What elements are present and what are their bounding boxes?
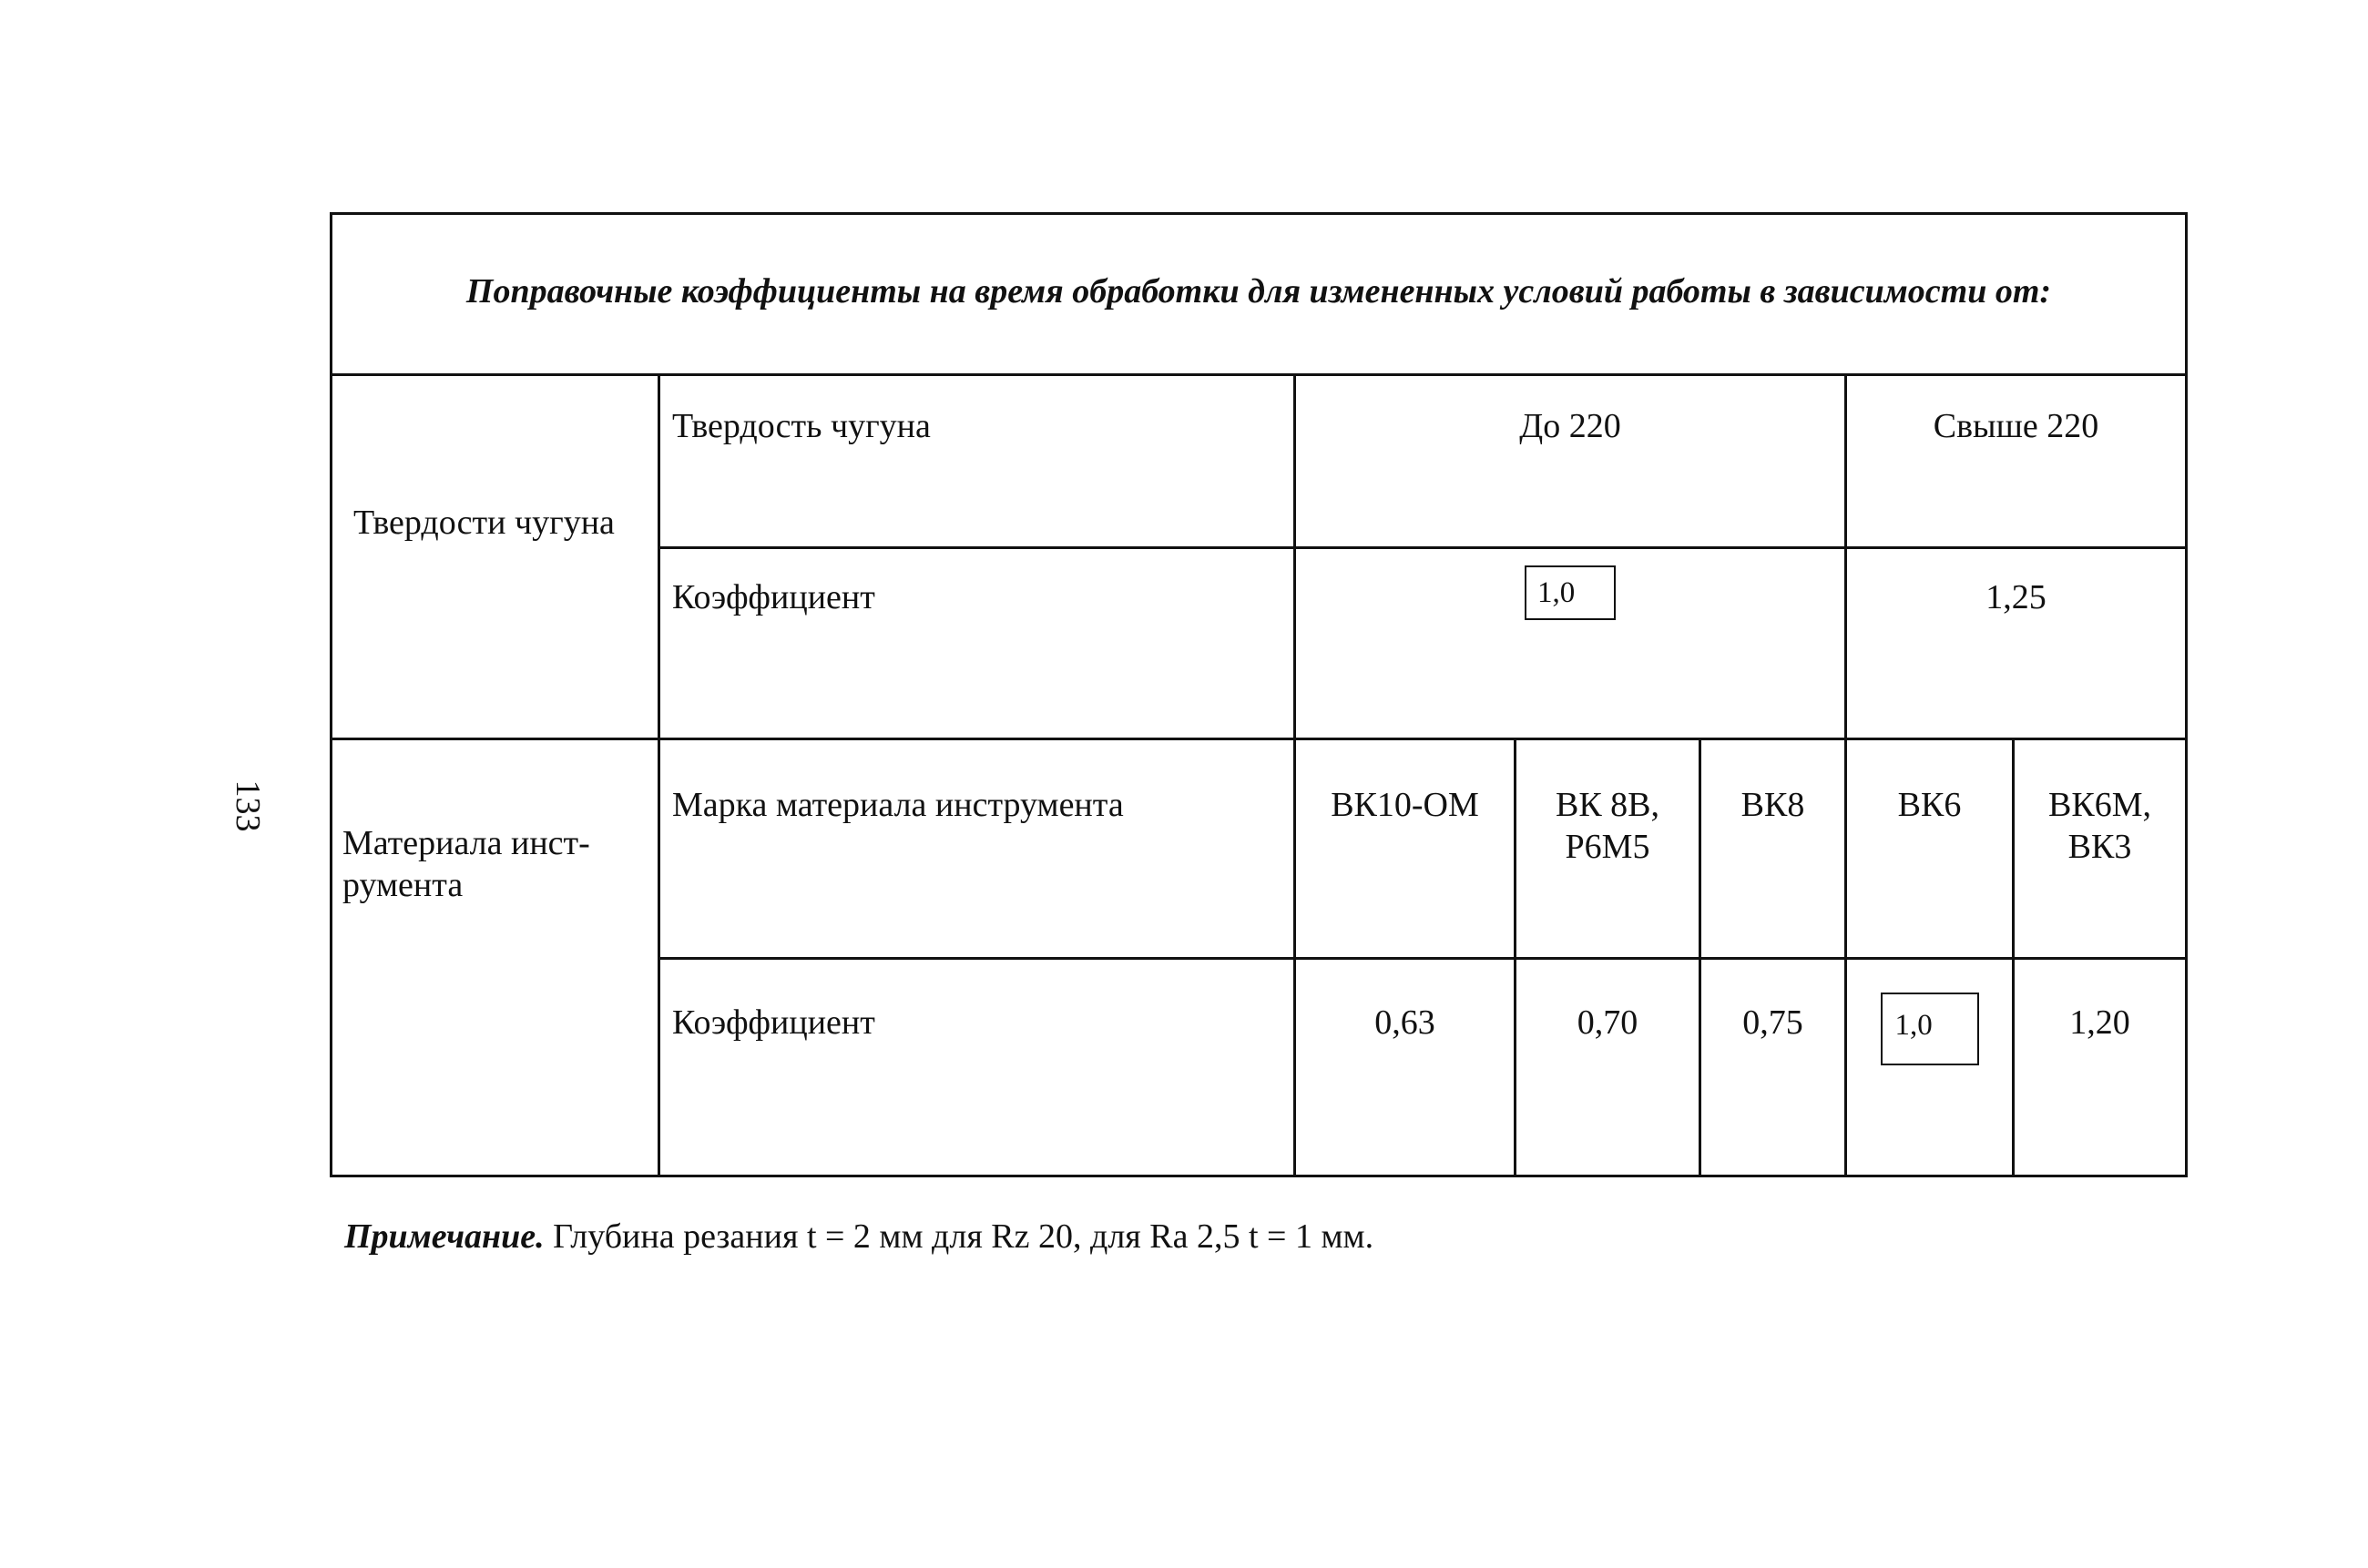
material-coefficient-label: Коэффициент	[672, 1003, 875, 1042]
hardness-coefficient-cell: 1,25	[1985, 578, 2046, 616]
hardness-coefficient-label: Коэффициент	[672, 578, 875, 616]
page-number: 133	[229, 779, 267, 832]
hardness-range-cell: Свыше 220	[1933, 407, 2099, 445]
hardness-group-label: Твердости чугуна	[353, 504, 615, 542]
material-coefficient-cell: 1,20	[2069, 1003, 2130, 1042]
note-text: Глубина резания t = 2 мм для Rz 20, для Ra 2,5 t = 1 мм.	[544, 1217, 1374, 1256]
table-rule	[658, 373, 660, 1177]
table-rule	[1293, 373, 1296, 1177]
material-coefficient-cell	[1847, 993, 2012, 1065]
hardness-coefficient-cell	[1296, 565, 1844, 620]
material-param-label: Марка материала инструмента	[672, 786, 1124, 824]
material-coefficient-cell: 0,63	[1374, 1003, 1435, 1042]
table-rule	[330, 373, 2188, 376]
boxed-coefficient: 1,0	[1881, 993, 1979, 1065]
table-border-top	[330, 212, 2188, 215]
boxed-coefficient: 1,0	[1525, 565, 1616, 620]
material-grade-cell: ВК8	[1740, 786, 1805, 824]
note-label: Примечание.	[344, 1217, 545, 1256]
table-rule	[658, 546, 2188, 549]
material-grade-cell: ВК10-ОМ	[1331, 786, 1479, 824]
material-grade-cell: ВК6	[1897, 786, 1962, 824]
hardness-range-cell: До 220	[1519, 407, 1621, 445]
table-border-right	[2185, 212, 2188, 1177]
material-grade-cell: ВК 8В, Р6М5	[1555, 786, 1660, 866]
table-note	[344, 1216, 1373, 1257]
table-rule	[330, 738, 2188, 740]
material-group-label: Материала инст- румента	[342, 824, 590, 904]
table-border-bottom	[330, 1175, 2188, 1177]
material-coefficient-cell: 0,75	[1742, 1003, 1803, 1042]
table-rule	[658, 957, 2188, 960]
material-coefficient-cell: 0,70	[1577, 1003, 1638, 1042]
table-border-left	[330, 212, 332, 1177]
correction-coefficients-table	[330, 212, 2188, 1177]
table-title: Поправочные коэффициенты на время обработки для измененных условий работы в зависимости от:	[465, 272, 2052, 311]
material-grade-cell: ВК6М, ВК3	[2048, 786, 2151, 866]
hardness-param-label: Твердость чугуна	[672, 407, 931, 445]
